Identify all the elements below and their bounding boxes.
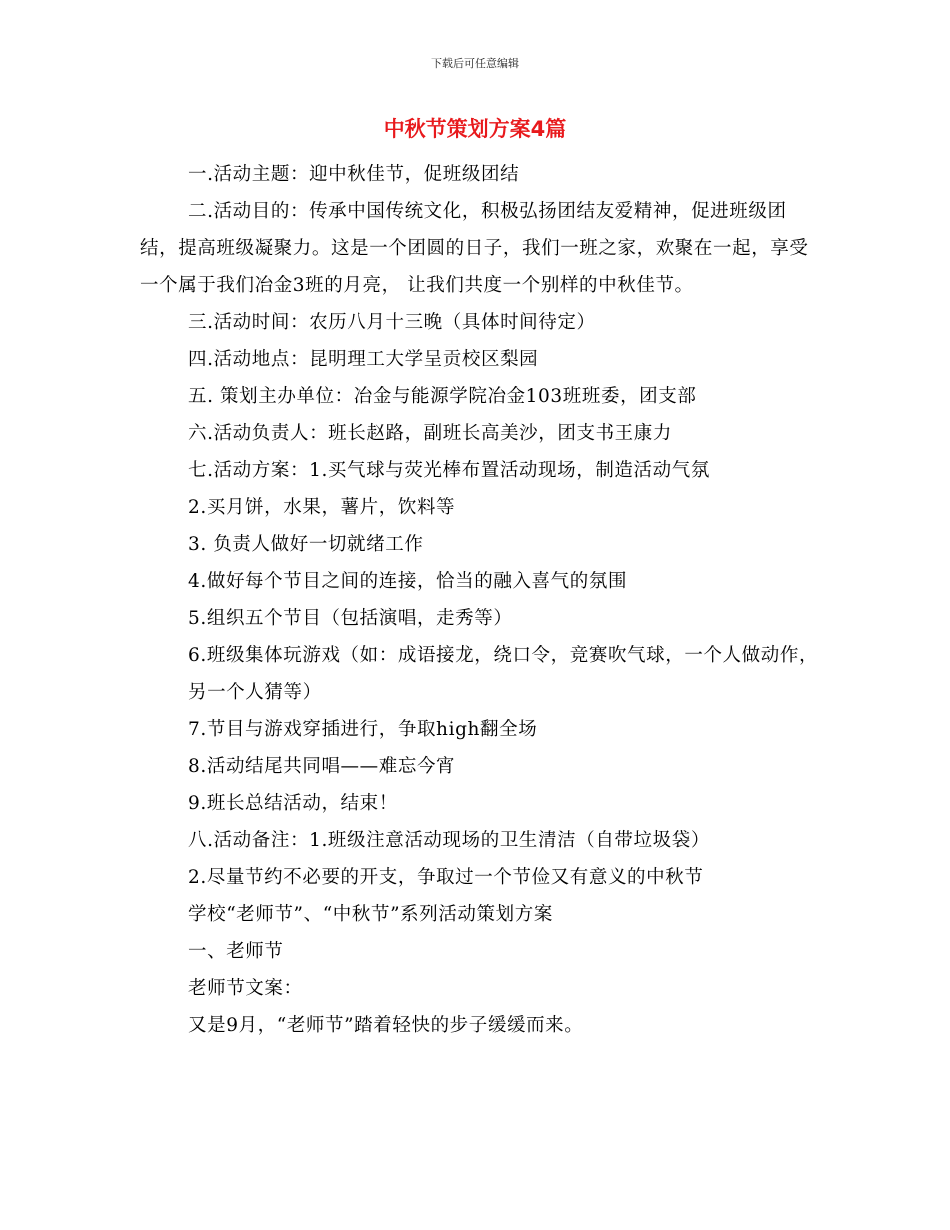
- paragraph: 4.做好每个节目之间的连接，恰当的融入喜气的氛围: [188, 571, 628, 592]
- paragraph: 3. 负责人做好一切就绪工作: [188, 534, 424, 555]
- paragraph: 一、老师节: [188, 941, 284, 962]
- paragraph: 三.活动时间：农历八月十三晚（具体时间待定）: [188, 312, 596, 333]
- paragraph: 八.活动备注：1.班级注意活动现场的卫生清洁（自带垃圾袋）: [188, 830, 710, 851]
- paragraph: 6.班级集体玩游戏（如：成语接龙，绕口令，竞赛吹气球，一个人做动作，: [188, 645, 819, 666]
- paragraph: 9.班长总结活动，结束！: [188, 793, 398, 814]
- paragraph: 2.尽量节约不必要的开支，争取过一个节俭又有意义的中秋节: [188, 867, 704, 888]
- paragraph: 二.活动目的：传承中国传统文化，积极弘扬团结友爱精神，促进班级团结，提高班级凝聚力。这是一个团圆的日子，我们一班之家，欢聚在一起，享受一个属于我们冶金3班的月亮， 让我们共度一个别样的中秋佳节。: [140, 201, 809, 296]
- paragraph: 5.组织五个节目（包括演唱，走秀等）: [188, 608, 513, 629]
- paragraph: 七.活动方案：1.买气球与荧光棒布置活动现场，制造活动气氛: [188, 460, 710, 481]
- paragraph: 8.活动结尾共同唱——难忘今宵: [188, 756, 456, 777]
- header-note: 下载后可任意编辑: [431, 57, 519, 70]
- document-title: 中秋节策划方案4篇: [383, 117, 567, 141]
- paragraph: 老师节文案：: [188, 978, 303, 999]
- paragraph: 四.活动地点：昆明理工大学呈贡校区梨园: [188, 349, 539, 370]
- paragraph: 一.活动主题：迎中秋佳节，促班级团结: [188, 164, 520, 185]
- paragraph: 另一个人猜等）: [188, 682, 322, 703]
- paragraph: 五. 策划主办单位：冶金与能源学院冶金103班班委，团支部: [188, 386, 697, 407]
- document-body: [140, 156, 820, 1044]
- paragraph: 六.活动负责人：班长赵路，副班长高美沙，团支书王康力: [188, 423, 672, 444]
- paragraph: 又是9月，“老师节”踏着轻快的步子缓缓而来。: [188, 1015, 584, 1036]
- paragraph: 学校“老师节”、“中秋节”系列活动策划方案: [188, 904, 553, 925]
- paragraph: 7.节目与游戏穿插进行，争取high翻全场: [188, 719, 538, 740]
- paragraph: 2.买月饼，水果，薯片，饮料等: [188, 497, 456, 518]
